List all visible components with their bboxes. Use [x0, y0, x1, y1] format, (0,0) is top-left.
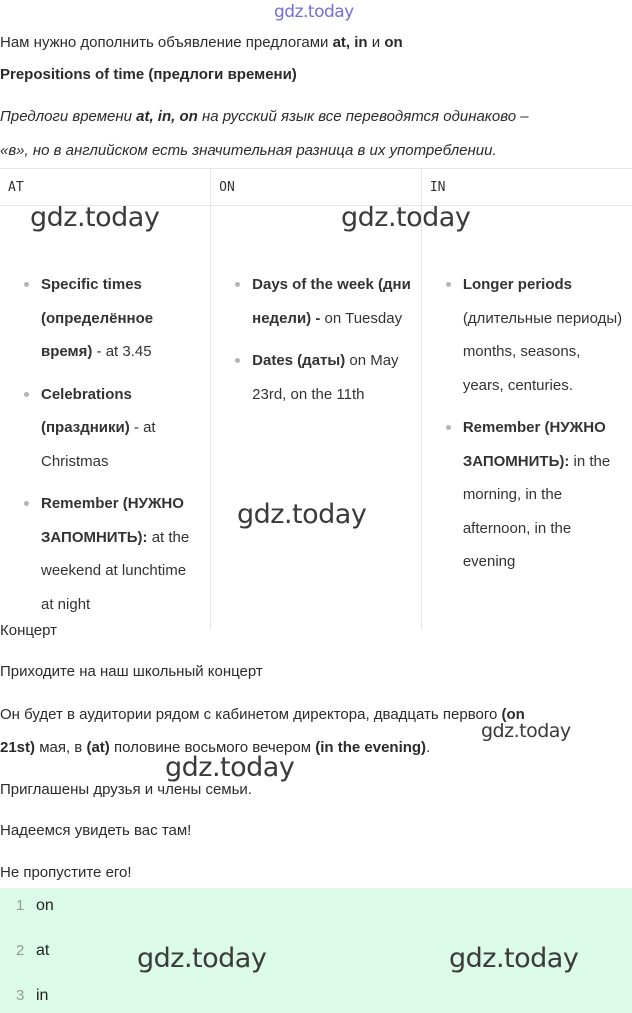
column-header-at: AT	[0, 169, 211, 206]
column-header-in: IN	[421, 169, 632, 206]
invite-line: Приходите на наш школьный концерт	[0, 663, 263, 680]
intro-text: Нам нужно дополнить объявление предлогами at, in и on	[0, 34, 403, 51]
list-item: Celebrations (праздники) - at Christmas	[0, 378, 210, 479]
column-at	[0, 206, 211, 631]
list-item: Longer periods (длительные периоды) months, seasons, years, centuries.	[422, 268, 632, 402]
watermark: gdz.today	[165, 752, 295, 783]
invited-line: Приглашены друзья и члены семьи.	[0, 781, 252, 798]
watermark: gdz.today	[341, 202, 471, 233]
concert-title: Концерт	[0, 622, 58, 639]
answer-item: 3 in	[16, 987, 49, 1004]
hope-line: Надеемся увидеть вас там!	[0, 822, 192, 839]
note-line-2: «в», но в английском есть значительная разница в их употреблении.	[0, 142, 497, 159]
watermark: gdz.today	[449, 943, 579, 974]
watermark: gdz.today	[237, 499, 367, 530]
answer-item: 1 on	[16, 897, 54, 914]
list-item: Remember (НУЖНО ЗАПОМНИТЬ): at the weekend at lunchtime at night	[0, 487, 210, 621]
watermark: gdz.today	[137, 943, 267, 974]
column-header-on: ON	[211, 169, 422, 206]
details-line-1: Он будет в аудитории рядом с кабинетом директора, двадцать первого (on	[0, 706, 525, 723]
watermark: gdz.today	[30, 202, 160, 233]
answer-item: 2 at	[16, 942, 50, 959]
section-heading: Prepositions of time (предлоги времени)	[0, 66, 297, 83]
note-line-1: Предлоги времени at, in, on на русский язык все переводятся одинаково –	[0, 108, 529, 125]
list-item: Specific times (определённое время) - at 3.45	[0, 268, 210, 369]
column-in	[421, 206, 632, 631]
details-line-2: 21st) мая, в (at) половине восьмого вечером (in the evening).	[0, 739, 431, 756]
list-item: Dates (даты) on May 23rd, on the 11th	[211, 344, 421, 411]
column-on	[211, 206, 422, 631]
watermark-top: gdz.today	[274, 2, 354, 22]
prepositions-table	[0, 168, 632, 630]
list-item: Days of the week (дни недели) - on Tuesday	[211, 268, 421, 335]
list-item: Remember (НУЖНО ЗАПОМНИТЬ): in the morning, in the afternoon, in the evening	[422, 411, 632, 579]
watermark: gdz.today	[481, 720, 571, 742]
miss-line: Не пропустите его!	[0, 864, 132, 881]
